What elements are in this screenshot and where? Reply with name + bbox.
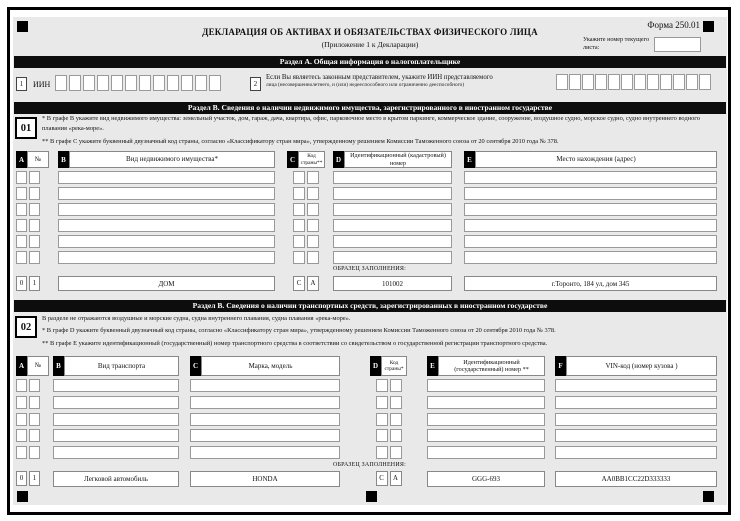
property-row-country xyxy=(287,219,325,232)
property-type-field[interactable] xyxy=(58,235,275,248)
vehicle-country-cell[interactable] xyxy=(376,379,388,392)
form-subtitle: (Приложение 1 к Декларации) xyxy=(321,40,419,49)
representative-note xyxy=(266,74,552,88)
col-letter-d2: D xyxy=(370,356,381,376)
sample-property-type: ДОМ xyxy=(58,276,275,291)
vehicle-number-field[interactable] xyxy=(427,413,545,426)
sample-vehicle-country xyxy=(370,471,407,487)
vehicle-type-field[interactable] xyxy=(53,379,179,392)
property-no-cell[interactable] xyxy=(16,171,27,184)
vehicle-country-cell[interactable] xyxy=(390,396,402,409)
property-row-no xyxy=(16,187,49,200)
item-1-number: 1 xyxy=(16,77,27,91)
property-no-cell[interactable] xyxy=(16,203,27,216)
vehicle-country-cell[interactable] xyxy=(376,396,388,409)
col-label-state-number: Идентификационный (государственный) номер ** xyxy=(438,356,545,376)
property-address-field[interactable] xyxy=(464,203,717,216)
section-c-note-1: * В графе D укажите буквенный двузначный код страны, согласно «Классификатору стран мира», утвержденному решением Комиссии Таможенного союза от 20 сентября 2010 года № 378. xyxy=(42,327,556,334)
property-country-cell[interactable] xyxy=(307,219,319,232)
property-type-field[interactable] xyxy=(58,251,275,264)
vehicle-row-country xyxy=(370,396,407,409)
property-type-field[interactable] xyxy=(58,171,275,184)
col-vehicle-vin xyxy=(555,356,717,487)
col-label-country-code: Код страны** xyxy=(298,151,325,168)
col-label-address: Место нахождения (адрес) xyxy=(475,151,717,168)
vehicle-type-field[interactable] xyxy=(53,429,179,442)
representative-iin-cell[interactable] xyxy=(582,74,594,90)
property-address-field[interactable] xyxy=(464,251,717,264)
vehicle-country-cell[interactable] xyxy=(390,379,402,392)
section-c-note-2: ** В графе Е укажите идентификационный (государственный) номер транспортного средства в соответствии со свидетельством о государственной регистрации транспортного средства. xyxy=(42,340,548,347)
property-no-cell[interactable] xyxy=(16,219,27,232)
iin-cell[interactable] xyxy=(139,75,151,91)
property-type-field[interactable] xyxy=(58,187,275,200)
sample-vehicle-brand: HONDA xyxy=(190,471,340,487)
representative-iin-cell[interactable] xyxy=(686,74,698,90)
form-title: ДЕКЛАРАЦИЯ ОБ АКТИВАХ И ОБЯЗАТЕЛЬСТВАХ ФИЗИЧЕСКОГО ЛИЦА xyxy=(202,27,538,37)
sample-property-no-1: 0 xyxy=(16,276,27,291)
col-label-vin: VIN-код (номер кузова ) xyxy=(566,356,717,376)
representative-iin-cells xyxy=(556,74,711,90)
col-letter-a2: A xyxy=(16,356,27,376)
vehicle-no-cell[interactable] xyxy=(16,379,27,392)
col-vehicle-no xyxy=(16,356,49,487)
col-property-address xyxy=(464,151,717,291)
iin-cell[interactable] xyxy=(83,75,95,91)
sample-vehicle-no-1: 0 xyxy=(16,471,27,486)
sample-vehicle-no xyxy=(16,471,49,487)
property-country-cell[interactable] xyxy=(307,171,319,184)
vehicle-no-cell[interactable] xyxy=(16,413,27,426)
vehicle-row-no xyxy=(16,413,49,426)
property-country-cell[interactable] xyxy=(293,171,305,184)
property-no-cell[interactable] xyxy=(16,187,27,200)
vehicle-no-cell[interactable] xyxy=(29,379,40,392)
sample-vehicle-no-2: 1 xyxy=(29,471,40,486)
col-label-vehicle-type: Вид транспорта xyxy=(64,356,179,376)
property-no-cell[interactable] xyxy=(29,235,40,248)
property-cadastral-field[interactable] xyxy=(333,251,452,264)
property-row-country xyxy=(287,187,325,200)
property-row-country xyxy=(287,203,325,216)
sample-property-no xyxy=(16,276,49,291)
property-row-country xyxy=(287,171,325,184)
vehicle-row-no xyxy=(16,446,49,459)
representative-iin-cell[interactable] xyxy=(556,74,568,90)
vehicle-brand-field[interactable] xyxy=(190,379,340,392)
vehicle-brand-field[interactable] xyxy=(190,413,340,426)
sample-vehicle-country-2: A xyxy=(390,471,402,486)
section-b-code: 01 xyxy=(15,117,37,139)
property-country-cell[interactable] xyxy=(293,251,305,264)
col-letter-a: A xyxy=(16,151,27,168)
item-2-number: 2 xyxy=(250,77,261,91)
iin-cell[interactable] xyxy=(111,75,123,91)
iin-label: ИИН xyxy=(33,80,51,89)
col-property-type xyxy=(58,151,275,291)
page-number-input[interactable] xyxy=(654,37,701,52)
vehicle-number-field[interactable] xyxy=(427,379,545,392)
iin-cells xyxy=(55,75,221,91)
vehicle-number-field[interactable] xyxy=(427,396,545,409)
vehicle-country-cell[interactable] xyxy=(390,429,402,442)
property-no-cell[interactable] xyxy=(29,171,40,184)
col-label-cadastral: Идентификационный (кадастровый) номер xyxy=(344,151,452,168)
section-b-sample-label: ОБРАЗЕЦ ЗАПОЛНЕНИЯ: xyxy=(333,266,406,272)
property-cadastral-field[interactable] xyxy=(333,203,452,216)
vehicle-vin-field[interactable] xyxy=(555,429,717,442)
property-cadastral-field[interactable] xyxy=(333,187,452,200)
property-row-no xyxy=(16,203,49,216)
property-address-field[interactable] xyxy=(464,171,717,184)
iin-cell[interactable] xyxy=(153,75,165,91)
property-row-country xyxy=(287,251,325,264)
sample-property-address: г.Торонто, 184 ул, дом 345 xyxy=(464,276,717,291)
vehicle-brand-field[interactable] xyxy=(190,429,340,442)
col-label-no2: № xyxy=(27,356,49,376)
vehicle-type-field[interactable] xyxy=(53,413,179,426)
col-vehicle-brand xyxy=(190,356,340,487)
representative-note-line1: Если Вы являетесь законным представителем, укажите ИИН представляемого xyxy=(266,74,493,81)
iin-cell[interactable] xyxy=(167,75,179,91)
property-country-cell[interactable] xyxy=(307,251,319,264)
vehicle-row-country xyxy=(370,446,407,459)
vehicle-vin-field[interactable] xyxy=(555,379,717,392)
col-letter-b2: B xyxy=(53,356,64,376)
property-row-country xyxy=(287,235,325,248)
property-country-cell[interactable] xyxy=(307,187,319,200)
section-b-note-1: * В графе В укажите вид недвижимого имущества: земельный участок, дом, гараж, дача, квартира, офис, парковочное место в крытом паркинге, коммерческое здание, сооружение, воздушное судно, морское судно, судно внутреннего водного плавания «река-море». xyxy=(42,115,700,132)
property-row-no xyxy=(16,251,49,264)
col-property-no xyxy=(16,151,49,291)
representative-iin-cell[interactable] xyxy=(621,74,633,90)
vehicle-row-country xyxy=(370,413,407,426)
iin-cell[interactable] xyxy=(195,75,207,91)
vehicle-vin-field[interactable] xyxy=(555,396,717,409)
representative-iin-cell[interactable] xyxy=(673,74,685,90)
corner-mark-bottom-center xyxy=(366,491,377,502)
representative-iin-cell[interactable] xyxy=(699,74,711,90)
property-no-cell[interactable] xyxy=(16,251,27,264)
corner-mark-bottom-right xyxy=(703,491,714,502)
vehicle-no-cell[interactable] xyxy=(29,396,40,409)
vehicle-country-cell[interactable] xyxy=(376,429,388,442)
representative-iin-cell[interactable] xyxy=(634,74,646,90)
iin-cell[interactable] xyxy=(55,75,67,91)
sample-property-no-2: 1 xyxy=(29,276,40,291)
section-c-header: Раздел В. Сведения о наличии транспортных средств, зарегистрированных в иностранном государстве xyxy=(14,300,726,312)
property-cadastral-field[interactable] xyxy=(333,235,452,248)
col-letter-f2: F xyxy=(555,356,566,376)
col-label-no: № xyxy=(27,151,49,168)
col-letter-d: D xyxy=(333,151,344,168)
vehicle-row-no xyxy=(16,429,49,442)
vehicle-no-cell[interactable] xyxy=(29,413,40,426)
vehicle-number-field[interactable] xyxy=(427,429,545,442)
vehicle-no-cell[interactable] xyxy=(29,446,40,459)
vehicle-country-cell[interactable] xyxy=(390,446,402,459)
iin-cell[interactable] xyxy=(69,75,81,91)
col-label-property-type: Вид недвижимого имущества* xyxy=(69,151,275,168)
section-b-header: Раздел В. Сведения о наличии недвижимого имущества, зарегистрированного в иностранном государстве xyxy=(14,102,726,114)
property-no-cell[interactable] xyxy=(16,235,27,248)
property-no-cell[interactable] xyxy=(29,219,40,232)
property-row-no xyxy=(16,219,49,232)
sample-vehicle-vin: AA0BB1CC22D333333 xyxy=(555,471,717,487)
property-row-no xyxy=(16,171,49,184)
property-country-cell[interactable] xyxy=(293,203,305,216)
property-row-no xyxy=(16,235,49,248)
representative-iin-cell[interactable] xyxy=(569,74,581,90)
vehicle-country-cell[interactable] xyxy=(390,413,402,426)
vehicle-row-country xyxy=(370,429,407,442)
corner-mark-top-right xyxy=(703,21,714,32)
property-no-cell[interactable] xyxy=(29,187,40,200)
iin-cell[interactable] xyxy=(125,75,137,91)
col-property-country xyxy=(287,151,325,291)
iin-cell[interactable] xyxy=(209,75,221,91)
property-no-cell[interactable] xyxy=(29,203,40,216)
vehicle-no-cell[interactable] xyxy=(16,446,27,459)
col-label-country-code2: Код страны* xyxy=(381,356,407,376)
sample-vehicle-type: Легковой автомобиль xyxy=(53,471,179,487)
vehicle-number-field[interactable] xyxy=(427,446,545,459)
property-cadastral-field[interactable] xyxy=(333,171,452,184)
property-country-cell[interactable] xyxy=(293,219,305,232)
section-c-code: 02 xyxy=(15,316,37,338)
col-letter-e2: E xyxy=(427,356,438,376)
vehicle-no-cell[interactable] xyxy=(16,429,27,442)
section-a-header: Раздел А. Общая информация о налогоплательщике xyxy=(14,56,726,68)
property-type-field[interactable] xyxy=(58,219,275,232)
col-letter-c2: C xyxy=(190,356,201,376)
property-cadastral-field[interactable] xyxy=(333,219,452,232)
representative-note-line2: лица (несовершеннолетнего, и (или) недееспособного или ограниченно дееспособного) xyxy=(266,82,465,89)
corner-mark-bottom-left xyxy=(17,491,28,502)
section-c-sample-label: ОБРАЗЕЦ ЗАПОЛНЕНИЯ: xyxy=(333,462,406,468)
property-country-cell[interactable] xyxy=(307,235,319,248)
corner-mark-top-left xyxy=(17,21,28,32)
col-letter-b: B xyxy=(58,151,69,168)
vehicle-type-field[interactable] xyxy=(53,396,179,409)
vehicle-no-cell[interactable] xyxy=(16,396,27,409)
col-vehicle-number xyxy=(427,356,545,487)
property-type-field[interactable] xyxy=(58,203,275,216)
sample-vehicle-number: GGG-693 xyxy=(427,471,545,487)
section-b-note-2: ** В графе С укажите буквенный двузначный код страны, согласно «Классификатору стран мира», утвержденному решением Комиссии Таможенного союза от 20 сентября 2010 года № 378. xyxy=(42,138,559,145)
col-letter-e: E xyxy=(464,151,475,168)
section-c-note-0: В разделе не отражаются воздушные и морские судна, судна внутреннего плавания, судна плавания «река-море». xyxy=(42,315,351,322)
sample-property-number: 101002 xyxy=(333,276,452,291)
property-country-cell[interactable] xyxy=(293,187,305,200)
vehicle-country-cell[interactable] xyxy=(376,413,388,426)
vehicle-no-cell[interactable] xyxy=(29,429,40,442)
vehicle-country-cell[interactable] xyxy=(376,446,388,459)
vehicle-row-no xyxy=(16,379,49,392)
vehicle-row-no xyxy=(16,396,49,409)
vehicle-vin-field[interactable] xyxy=(555,446,717,459)
sample-property-country-1: C xyxy=(293,276,305,291)
iin-cell[interactable] xyxy=(181,75,193,91)
col-vehicle-type xyxy=(53,356,179,487)
representative-iin-cell[interactable] xyxy=(595,74,607,90)
form-number: Форма 250.01 xyxy=(647,20,700,30)
property-address-field[interactable] xyxy=(464,187,717,200)
iin-cell[interactable] xyxy=(97,75,109,91)
vehicle-type-field[interactable] xyxy=(53,446,179,459)
representative-iin-cell[interactable] xyxy=(647,74,659,90)
sample-vehicle-country-1: C xyxy=(376,471,388,486)
col-letter-c: C xyxy=(287,151,298,168)
property-country-cell[interactable] xyxy=(293,235,305,248)
representative-iin-cell[interactable] xyxy=(608,74,620,90)
property-address-field[interactable] xyxy=(464,219,717,232)
vehicle-brand-field[interactable] xyxy=(190,446,340,459)
col-label-brand: Марка, модель xyxy=(201,356,340,376)
sample-property-country-2: A xyxy=(307,276,319,291)
vehicle-brand-field[interactable] xyxy=(190,396,340,409)
sample-property-country xyxy=(287,276,325,291)
vehicle-row-country xyxy=(370,379,407,392)
property-no-cell[interactable] xyxy=(29,251,40,264)
representative-iin-cell[interactable] xyxy=(660,74,672,90)
page-number-label: Укажите номер текущего листа: xyxy=(583,36,650,52)
property-address-field[interactable] xyxy=(464,235,717,248)
vehicle-vin-field[interactable] xyxy=(555,413,717,426)
property-country-cell[interactable] xyxy=(307,203,319,216)
